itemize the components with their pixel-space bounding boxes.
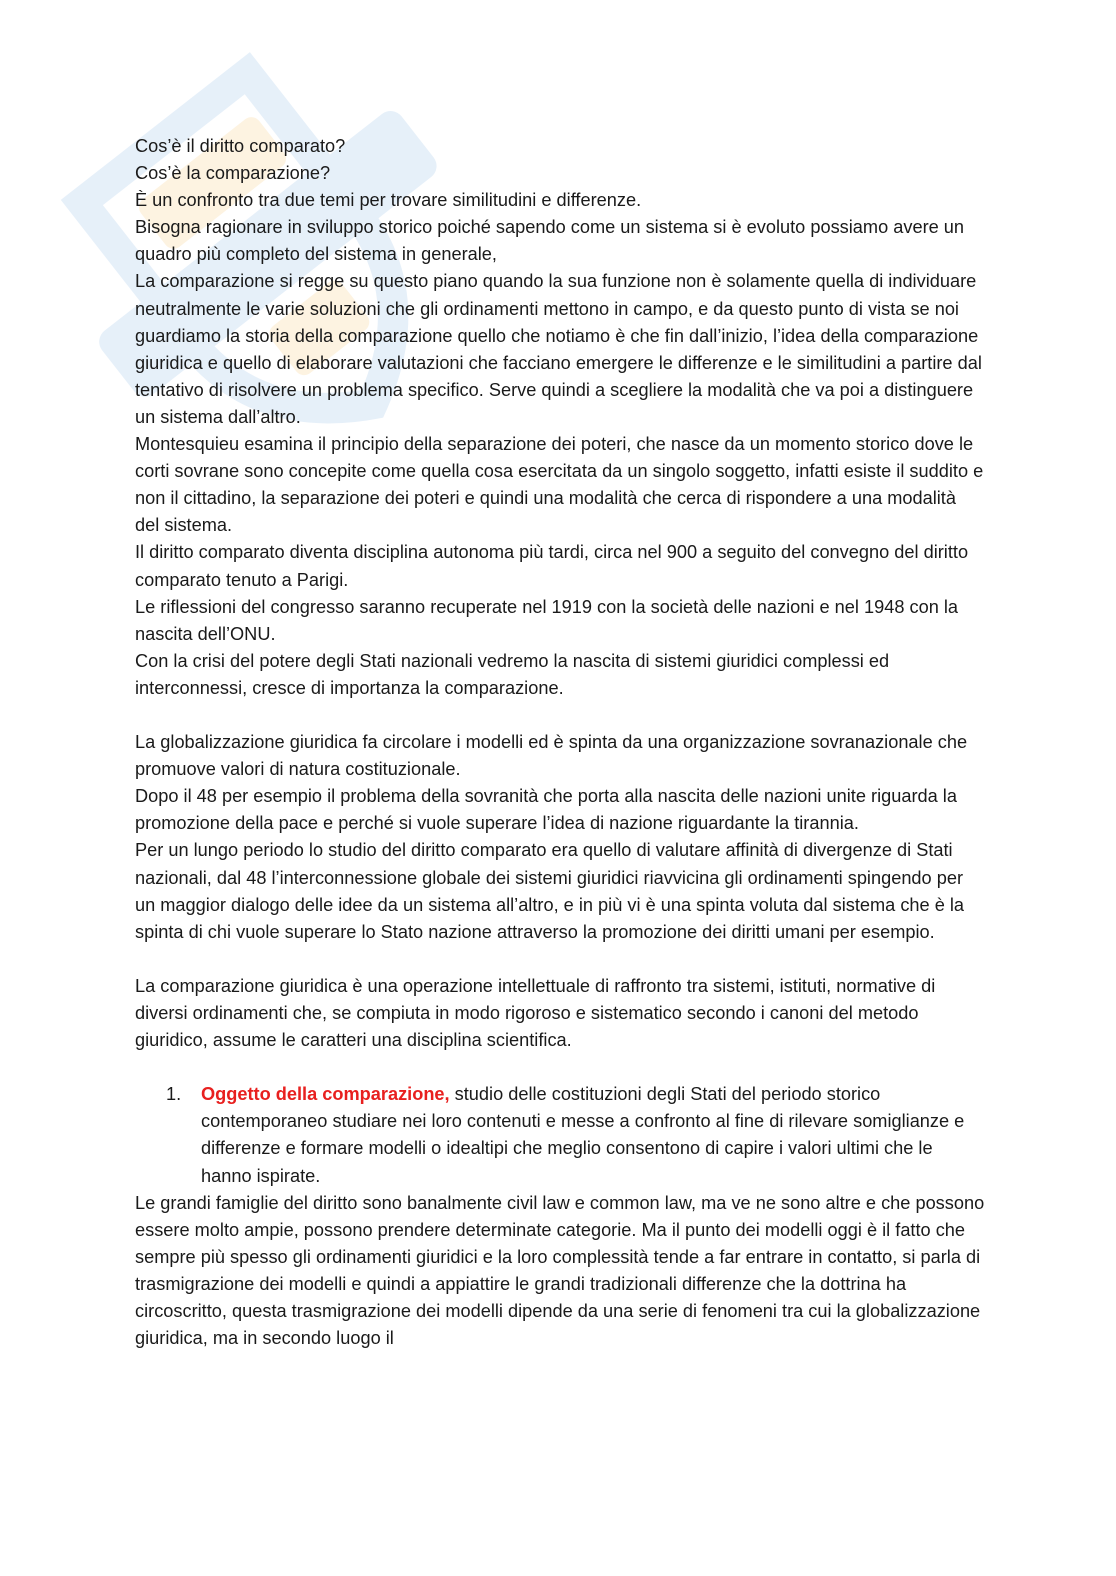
paragraph: Le riflessioni del congresso saranno recuperate nel 1919 con la società delle nazioni e nel 1948 con la nascita dell’ONU.: [135, 596, 959, 644]
numbered-list: [135, 1081, 985, 1189]
list-item-text: studio delle costituzioni degli Stati del periodo storico contemporaneo studiare nei loro contenuti e messe a confronto al fine di rilevare somiglianze e differenze e formare modelli o idealtipi che meglio consentono di capire i valori ultimi che le hanno ispirate.: [201, 1084, 965, 1186]
section-globalization: [135, 729, 985, 946]
blank-line: [135, 702, 985, 729]
question-line: Cos’è la comparazione?: [135, 163, 331, 184]
paragraph: Bisogna ragionare in sviluppo storico poiché sapendo come un sistema si è evoluto possiamo avere un quadro più completo del sistema in generale,: [135, 217, 965, 265]
section-definition: [135, 973, 985, 1054]
section-intro: [135, 133, 985, 702]
paragraph: La comparazione si regge su questo piano quando la sua funzione non è solamente quella di individuare neutralmente le varie soluzioni che gli ordinamenti mettono in campo, e da questo punto di vista se noi guardiamo la storia della comparazione quello che notiamo è che fin dall’inizio, l’idea della comparazione giuridica e quello di elaborare valutazioni che facciano emergere le differenze e le similitudini a partire dal tentativo di risolvere un problema specifico. Serve quindi a scegliere la modalità che va poi a distinguere un sistema dall’altro.: [135, 271, 982, 427]
paragraph: Con la crisi del potere degli Stati nazionali vedremo la nascita di sistemi giuridici complessi ed interconnessi, cresce di importanza la comparazione.: [135, 650, 890, 698]
list-item: [135, 1081, 985, 1189]
blank-line: [135, 946, 985, 973]
paragraph: Le grandi famiglie del diritto sono banalmente civil law e common law, ma ve ne sono altre e che possono essere molto ampie, possono prendere determinate categorie. Ma il punto dei modelli oggi è il fatto che sempre più spesso gli ordinamenti giuridici e la loro complessità tende a far entrare in contatto, si parla di trasmigrazione dei modelli e quindi a appiattire le grandi tradizionali differenze che la dottrina ha circoscritto, questa trasmigrazione dei modelli dipende da una serie di fenomeni tra cui la globalizzazione giuridica, ma in secondo luogo il: [135, 1192, 985, 1349]
question-line: Cos’è il diritto comparato?: [135, 136, 346, 156]
list-number: 1.: [166, 1084, 182, 1105]
paragraph: Per un lungo periodo lo studio del diritto comparato era quello di valutare affinità di divergenze di Stati nazionali, dal 48 l’interconnessione globale dei sistemi giuridici riavvicina gli ordinamenti spingendo per un maggior dialogo delle idee da un sistema all’altro, e in più vi è una spinta voluta dal sistema che è la spinta di chi vuole superare lo Stato nazione attraverso la promozione dei diritti umani per esempio.: [135, 840, 965, 942]
paragraph: La comparazione giuridica è una operazione intellettuale di raffronto tra sistemi, istituti, normative di diversi ordinamenti che, se compiuta in modo rigoroso e sistematico secondo i canoni del metodo giuridico, assume le caratteri una disciplina scientifica.: [135, 975, 936, 1051]
paragraph: È un confronto tra due temi per trovare similitudini e differenze.: [135, 190, 642, 211]
paragraph: La globalizzazione giuridica fa circolare i modelli ed è spinta da una organizzazione sovranazionale che promuove valori di natura costituzionale.: [135, 732, 968, 780]
paragraph: Montesquieu esamina il principio della separazione dei poteri, che nasce da un momento storico dove le corti sovrane sono concepite come quella cosa esercitata da un singolo soggetto, infatti esiste il suddito e non il cittadino, la separazione dei poteri e quindi una modalità che cerca di rispondere a una modalità del sistema.: [135, 434, 984, 536]
paragraph: Il diritto comparato diventa disciplina autonoma più tardi, circa nel 900 a seguito del convegno del diritto comparato tenuto a Parigi.: [135, 542, 969, 590]
section-families: [135, 1190, 985, 1353]
blank-line: [135, 1054, 985, 1081]
paragraph: Dopo il 48 per esempio il problema della sovranità che porta alla nascita delle nazioni unite riguarda la promozione della pace e perché si vuole superare l’idea di nazione riguardante la tirannia.: [135, 786, 957, 834]
document-body: [135, 133, 985, 1352]
highlighted-term: Oggetto della comparazione,: [201, 1084, 450, 1105]
